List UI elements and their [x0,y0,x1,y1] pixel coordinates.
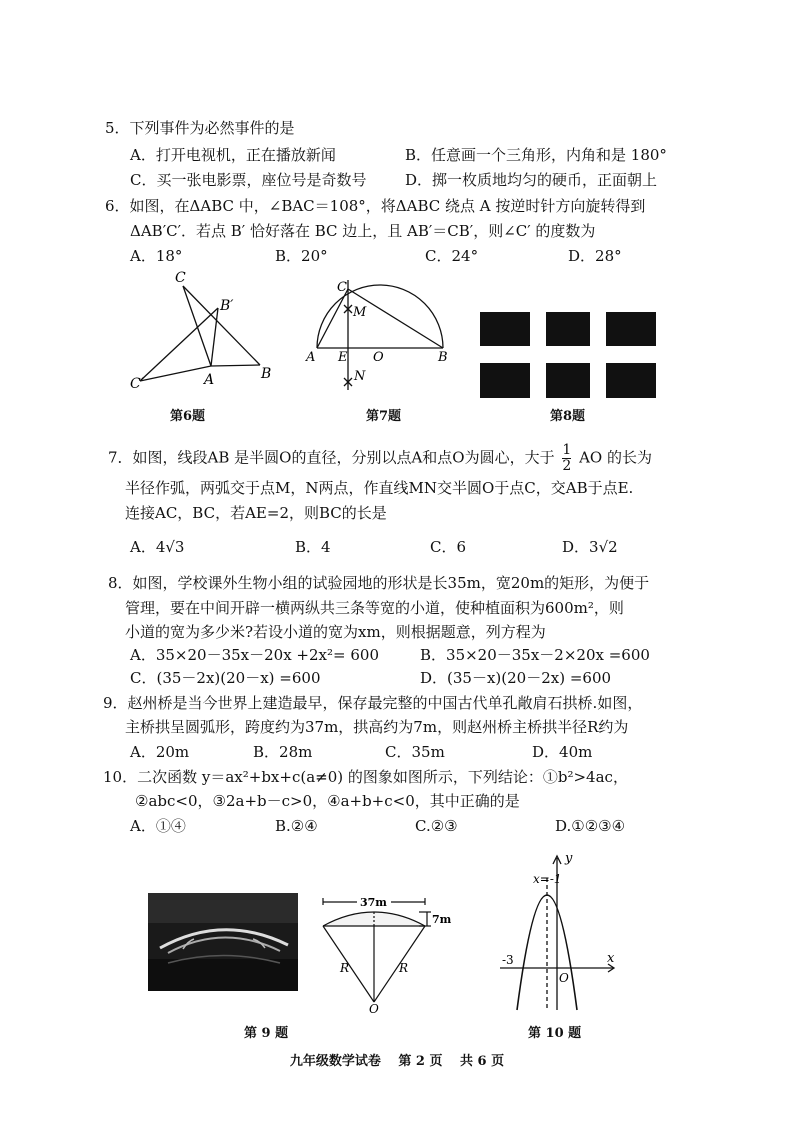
q6-line2: ΔAB′C′．若点 B′ 恰好落在 BC 边上，且 AB′＝CB′，则∠C′ 的度数为 [130,222,596,240]
f7-label-c: C [337,280,347,295]
q7-line3: 连接AC，BC，若AE=2，则BC的长是 [125,504,387,522]
q5-option-a: A．打开电视机，正在播放新闻 [130,146,336,164]
q9-option-b: B．28m [253,743,313,761]
q10-option-a: A．①④ [130,817,186,835]
f7-label-n: N [354,369,366,384]
figure-7-caption: 第7题 [366,409,402,424]
q5-option-b: B．任意画一个三角形，内角和是 180° [405,146,667,164]
page-footer: 九年级数学试卷 第 2 页 共 6 页 [289,1054,505,1069]
bridge-illustration [148,893,298,991]
f6-label-c: C [175,270,186,286]
q7-option-c: C．6 [430,538,467,556]
q7-line1-a: 7．如图，线段AB 是半圆O的直径，分别以点A和点O为圆心，大于 [108,448,555,467]
f6-label-b-prime: B′ [220,298,234,314]
f10-label-y: y [565,851,573,866]
f7-label-a: A [306,350,316,365]
q8-line1: 8．如图，学校课外生物小组的试验园地的形状是长35m，宽20m的矩形，为便于 [108,574,650,592]
figure-6 [130,268,280,393]
q9-line2: 主桥拱呈圆弧形，跨度约为37m，拱高约为7m，则赵州桥主桥拱半径R约为 [125,718,629,736]
f10-label-x: x [607,951,615,966]
figure-10-graph [495,850,625,1015]
f6-label-a: A [204,372,215,388]
q6-option-a: A．18° [130,247,183,265]
q9-line1: 9．赵州桥是当今世界上建造最早，保存最完整的中国古代单孔敞肩石拱桥.如图， [103,694,643,712]
q8-option-a: A．35×20－35x－20x +2x²= 600 [130,646,379,664]
q7-line1 [108,443,652,474]
q10-line2: ②abc<0，③2a+b－c>0，④a+b+c<0，其中正确的是 [135,792,520,810]
q5-option-c: C．买一张电影票，座位号是奇数号 [130,171,367,189]
figure-9-caption: 第 9 题 [244,1026,289,1041]
q9-option-c: C．35m [385,743,445,761]
q7-option-d: D．3√2 [562,538,618,556]
f9-label-height: 7m [432,913,452,926]
q7-line2: 半径作弧，两弧交于点M，N两点，作直线MN交半圆O于点C，交AB于点E. [125,479,634,497]
q6-line1: 6．如图，在ΔABC 中，∠BAC＝108°，将ΔABC 绕点 A 按逆时针方向旋转得到 [105,197,646,215]
q8-line3: 小道的宽为多少米?若设小道的宽为xm，则根据题意，列方程为 [125,623,546,641]
f9-label-r-left: R [340,961,350,975]
f6-label-b: B [261,366,272,382]
q10-line1: 10．二次函数 y＝ax²+bx+c(a≠0) 的图象如图所示，下列结论：①b²>4ac， [103,768,628,786]
q8-line2: 管理，要在中间开辟一横两纵共三条等宽的小道，使种植面积为600m²，则 [125,599,624,617]
q8-option-b: B．35×20－35x－2×20x =600 [420,646,650,664]
q6-option-c: C．24° [425,247,479,265]
figure-6-caption: 第6题 [170,409,206,424]
f9-label-span: 37m [360,896,387,909]
q5-option-d: D．掷一枚质地均匀的硬币，正面朝上 [405,171,658,189]
q10-option-d: D.①②③④ [555,817,626,835]
q5-stem: 5．下列事件为必然事件的是 [105,119,295,137]
q7-fraction [562,443,571,474]
figure-8 [478,310,658,400]
q8-option-d: D．(35－x)(20－2x) =600 [420,669,612,687]
q7-line1-b: AO 的长为 [579,448,652,467]
q9-option-d: D．40m [532,743,593,761]
figure-7 [300,272,460,392]
figure-8-caption: 第8题 [550,409,586,424]
f6-label-c-prime: C′ [130,376,144,392]
f10-label-axis-sym: x=-1 [533,872,562,886]
q7-fraction-den: 2 [562,458,572,474]
f7-label-e: E [338,350,348,365]
f10-label-neg3: -3 [502,953,514,967]
f7-label-b: B [438,350,448,365]
q7-option-b: B．4 [295,538,331,556]
f10-label-o: O [559,971,569,985]
f9-label-o: O [369,1002,379,1015]
q10-option-b: B.②④ [275,817,318,835]
f7-label-m: M [353,305,367,320]
figure-10-caption: 第 10 题 [528,1026,582,1041]
q6-option-b: B．20° [275,247,328,265]
f7-label-o: O [373,350,384,365]
f9-label-r-right: R [399,961,409,975]
q10-option-c: C.②③ [415,817,458,835]
q7-option-a: A．4√3 [130,538,185,556]
q7-fraction-num: 1 [562,442,572,458]
q8-option-c: C．(35－2x)(20－x) =600 [130,669,321,687]
q9-option-a: A．20m [130,743,190,761]
figure-9-diagram [315,890,455,1015]
q6-option-d: D．28° [568,247,622,265]
zhaozhou-bridge-photo [148,893,298,991]
